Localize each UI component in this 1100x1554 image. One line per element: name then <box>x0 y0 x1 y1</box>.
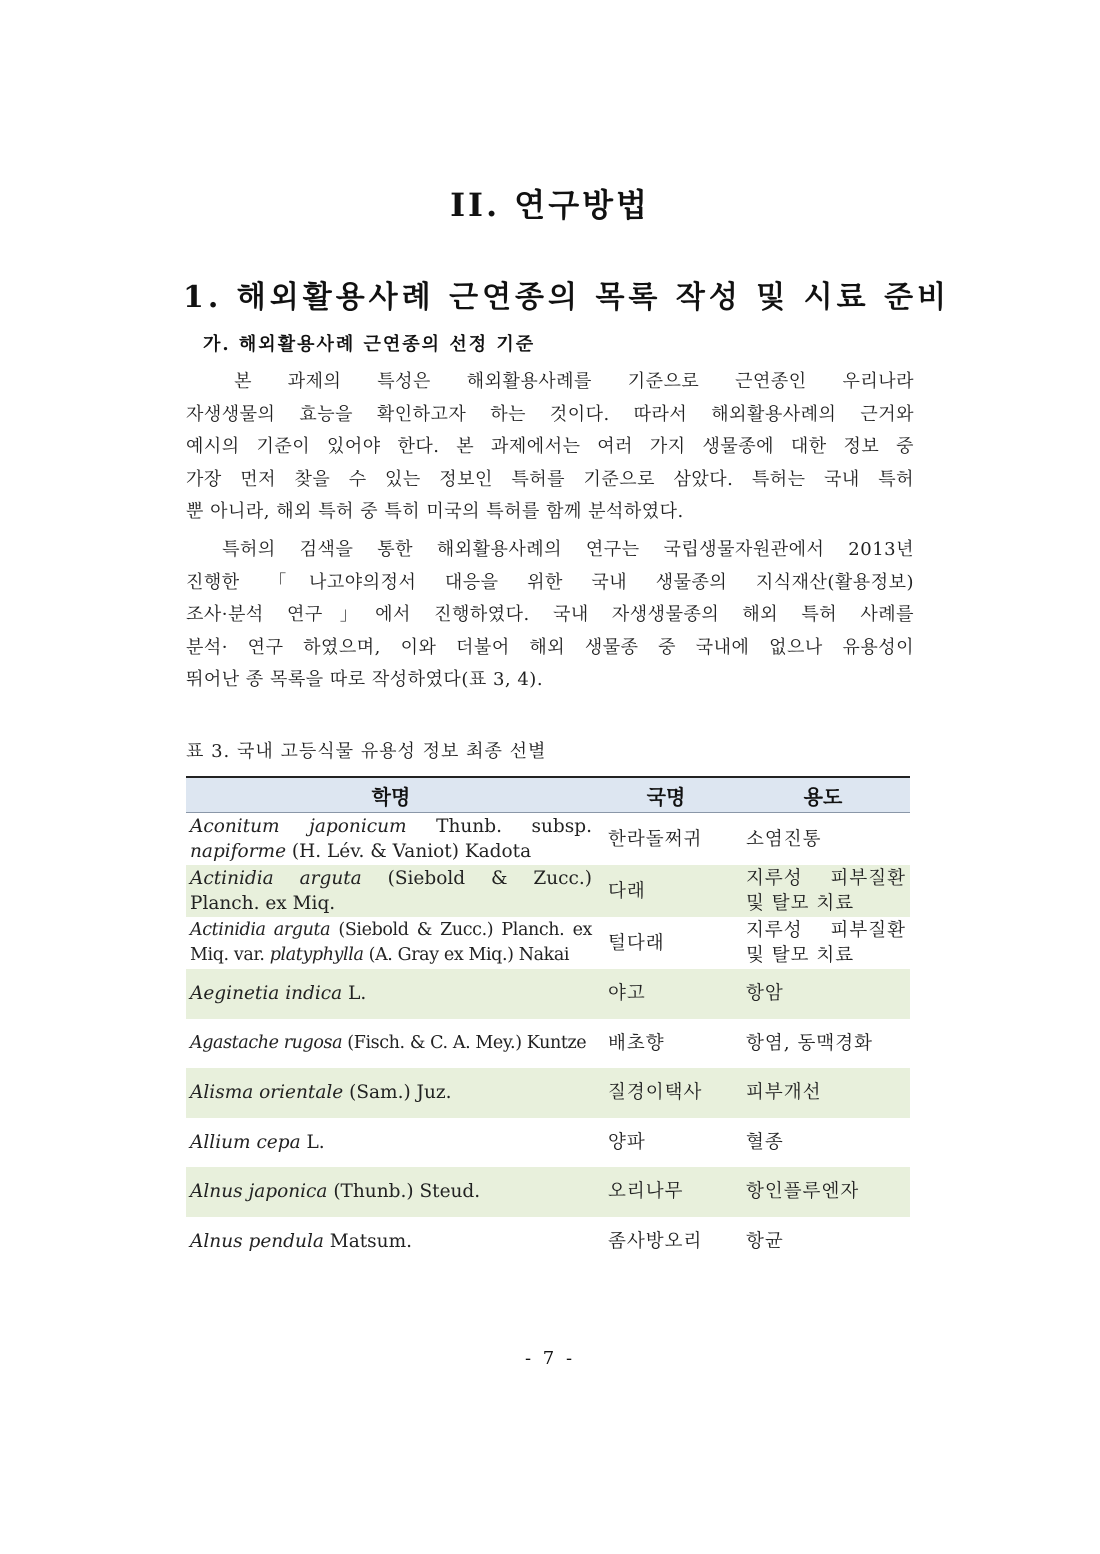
header-scientific-name: 학명 <box>186 777 596 813</box>
usage-cell: 항염, 동맥경화 <box>746 1032 873 1054</box>
scientific-name-cell: Aeginetia indica L. <box>186 969 596 1019</box>
page-number: - 7 - <box>524 1348 576 1369</box>
paragraph-line: 진행한 「나고야의정서 대응을 위한 국내 생물종의 지식재산(활용정보) <box>186 571 914 593</box>
paragraph-line: 가장 먼저 찾을 수 있는 정보인 특허를 기준으로 삼았다. 특허는 국내 특허 <box>186 468 914 490</box>
table-row <box>186 1167 910 1217</box>
korean-name-cell: 야고 <box>596 969 736 1019</box>
body-paragraph <box>186 366 914 529</box>
body-paragraph <box>186 534 914 697</box>
paragraph-line: 본 과제의 특성은 해외활용사례를 기준으로 근연종인 우리나라 <box>186 371 914 392</box>
usage-cell: 혈종 <box>746 1131 784 1153</box>
table-header-row <box>186 777 910 813</box>
scientific-name-cell: Alisma orientale (Sam.) Juz. <box>186 1068 596 1118</box>
paragraph-line: 특허의 검색을 통한 해외활용사례의 연구는 국립생물자원관에서 2013년 <box>186 539 914 560</box>
korean-name-cell: 좀사방오리 <box>608 1230 703 1252</box>
scientific-name-cell: Agastache rugosa (Fisch. & C. A. Mey.) Kuntze <box>190 1032 587 1053</box>
scientific-name-cell: Allium cepa L. <box>190 1131 325 1153</box>
scientific-name-cell: Alnus pendula Matsum. <box>190 1230 413 1252</box>
usage-cell: 항인플루엔자 <box>736 1167 910 1217</box>
korean-name-cell: 한라돌쩌귀 <box>608 828 703 850</box>
scientific-name-cell: Aconitum japonicum Thunb. subsp. napiforme (H. Lév. & Vaniot) Kadota <box>190 816 592 862</box>
header-usage: 용도 <box>736 777 910 813</box>
section-title: 1. 해외활용사례 근연종의 목록 작성 및 시료 준비 <box>183 280 951 315</box>
table-caption: 표 3. 국내 고등식물 유용성 정보 최종 선별 <box>186 741 547 762</box>
chapter-title: II. 연구방법 <box>450 186 650 224</box>
paragraph-line: 예시의 기준이 있어야 한다. 본 과제에서는 여러 가지 생물종에 대한 정보 중 <box>186 436 914 457</box>
table-row <box>186 1118 910 1168</box>
table-row <box>186 917 910 969</box>
header-korean-name: 국명 <box>596 777 736 813</box>
paragraph-line: 자생생물의 효능을 확인하고자 하는 것이다. 따라서 해외활용사례의 근거와 <box>186 403 914 425</box>
korean-name-cell: 배초향 <box>608 1032 665 1054</box>
table-row <box>186 813 910 866</box>
usage-cell: 소염진통 <box>746 828 822 850</box>
paragraph-line: 뿐 아니라, 해외 특허 중 특히 미국의 특허를 함께 분석하였다. <box>186 501 684 522</box>
korean-name-cell: 털다래 <box>608 932 665 954</box>
paragraph-line: 분석· 연구 하였으며, 이와 더불어 해외 생물종 중 국내에 없으나 유용성이 <box>186 636 914 658</box>
table-row <box>186 865 910 917</box>
paragraph-line: 뛰어난 종 목록을 따로 작성하였다(표 3, 4). <box>186 669 544 690</box>
usage-cell: 항암 <box>736 969 910 1019</box>
usage-cell: 지루성 피부질환 및 탈모 치료 <box>736 865 910 917</box>
scientific-name-cell: Actinidia arguta (Siebold & Zucc.) Planch. ex Miq. <box>186 865 596 917</box>
table-row <box>186 1068 910 1118</box>
usage-cell: 지루성 피부질환 및 탈모 치료 <box>746 920 906 966</box>
korean-name-cell: 다래 <box>596 865 736 917</box>
subsection-title: 가. 해외활용사례 근연종의 선정 기준 <box>203 334 536 355</box>
table-row <box>186 1019 910 1069</box>
usage-cell: 피부개선 <box>736 1068 910 1118</box>
scientific-name-cell: Actinidia arguta (Siebold & Zucc.) Planch. ex Miq. var. platyphylla (A. Gray ex Miq.) Nakai <box>190 920 592 965</box>
usage-cell: 항균 <box>746 1230 784 1252</box>
species-table <box>186 776 910 1266</box>
korean-name-cell: 양파 <box>608 1131 646 1153</box>
table-row <box>186 969 910 1019</box>
table-row <box>186 1217 910 1267</box>
paragraph-line: 조사·분석 연구」에서 진행하였다. 국내 자생생물종의 해외 특허 사례를 <box>186 604 914 625</box>
scientific-name-cell: Alnus japonica (Thunb.) Steud. <box>186 1167 596 1217</box>
korean-name-cell: 오리나무 <box>596 1167 736 1217</box>
korean-name-cell: 질경이택사 <box>596 1068 736 1118</box>
